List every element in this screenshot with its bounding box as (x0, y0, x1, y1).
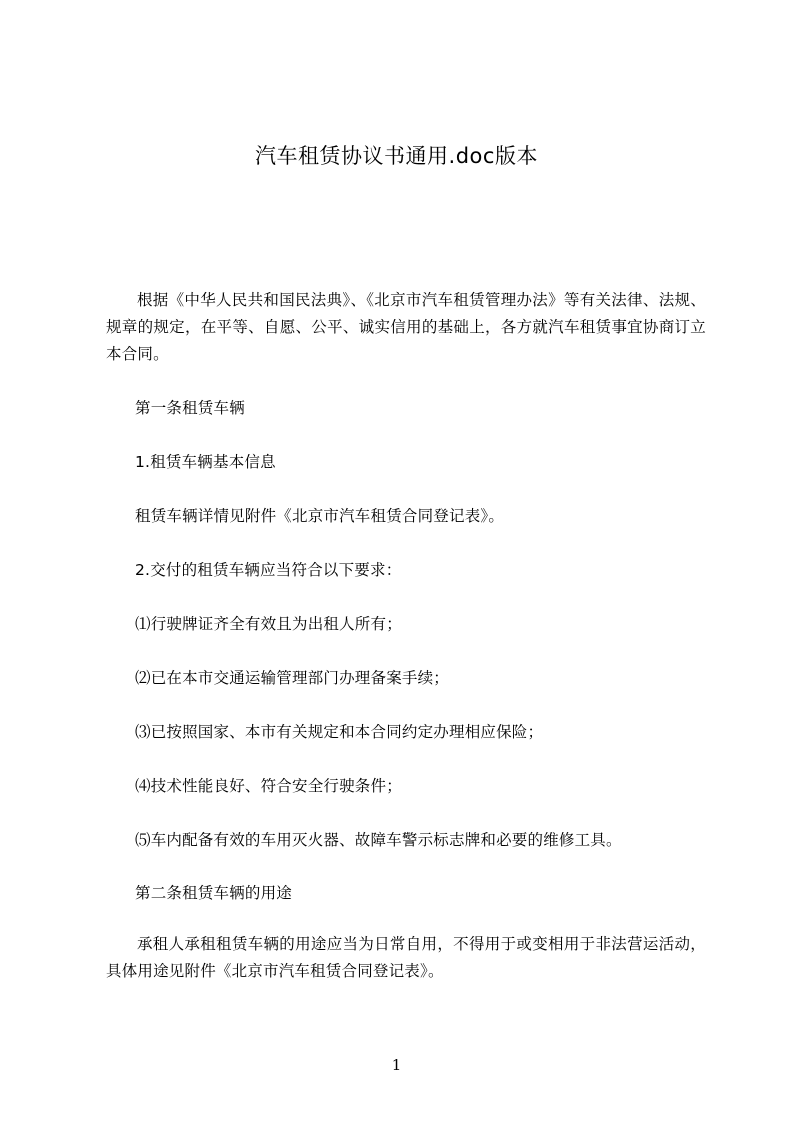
article-2-heading: 第二条租赁车辆的用途 (135, 884, 293, 902)
requirement-4: ⑷技术性能良好、符合安全行驶条件； (135, 777, 402, 795)
item-1-text: 租赁车辆详情见附件《北京市汽车租赁合同登记表》。 (135, 507, 505, 525)
requirement-5: ⑸车内配备有效的车用灭火器、故障车警示标志牌和必要的维修工具。 (135, 831, 622, 849)
requirement-2: ⑵已在本市交通运输管理部门办理备案手续； (135, 669, 450, 687)
item-1: 1.租赁车辆基本信息 (135, 453, 276, 471)
item-2: 2.交付的租赁车辆应当符合以下要求： (135, 561, 402, 579)
article-1-heading: 第一条租赁车辆 (135, 399, 245, 417)
requirement-1: ⑴行驶牌证齐全有效且为出租人所有； (135, 615, 402, 633)
intro-paragraph: 根据《中华人民共和国民法典》、《北京市汽车租赁管理办法》等有关法律、法规、规章的规定，在平等、自愿、公平、诚实信用的基础上，各方就汽车租赁事宜协商订立本合同。 (106, 291, 706, 363)
requirement-3: ⑶已按照国家、本市有关规定和本合同约定办理相应保险； (135, 723, 544, 741)
document-title: 汽车租赁协议书通用.doc版本 (255, 144, 538, 168)
page-number: 1 (391, 1056, 402, 1074)
article-2-paragraph: 承租人承租租赁车辆的用途应当为日常自用，不得用于或变相用于非法营运活动，具体用途见附件《北京市汽车租赁合同登记表》。 (106, 935, 706, 980)
